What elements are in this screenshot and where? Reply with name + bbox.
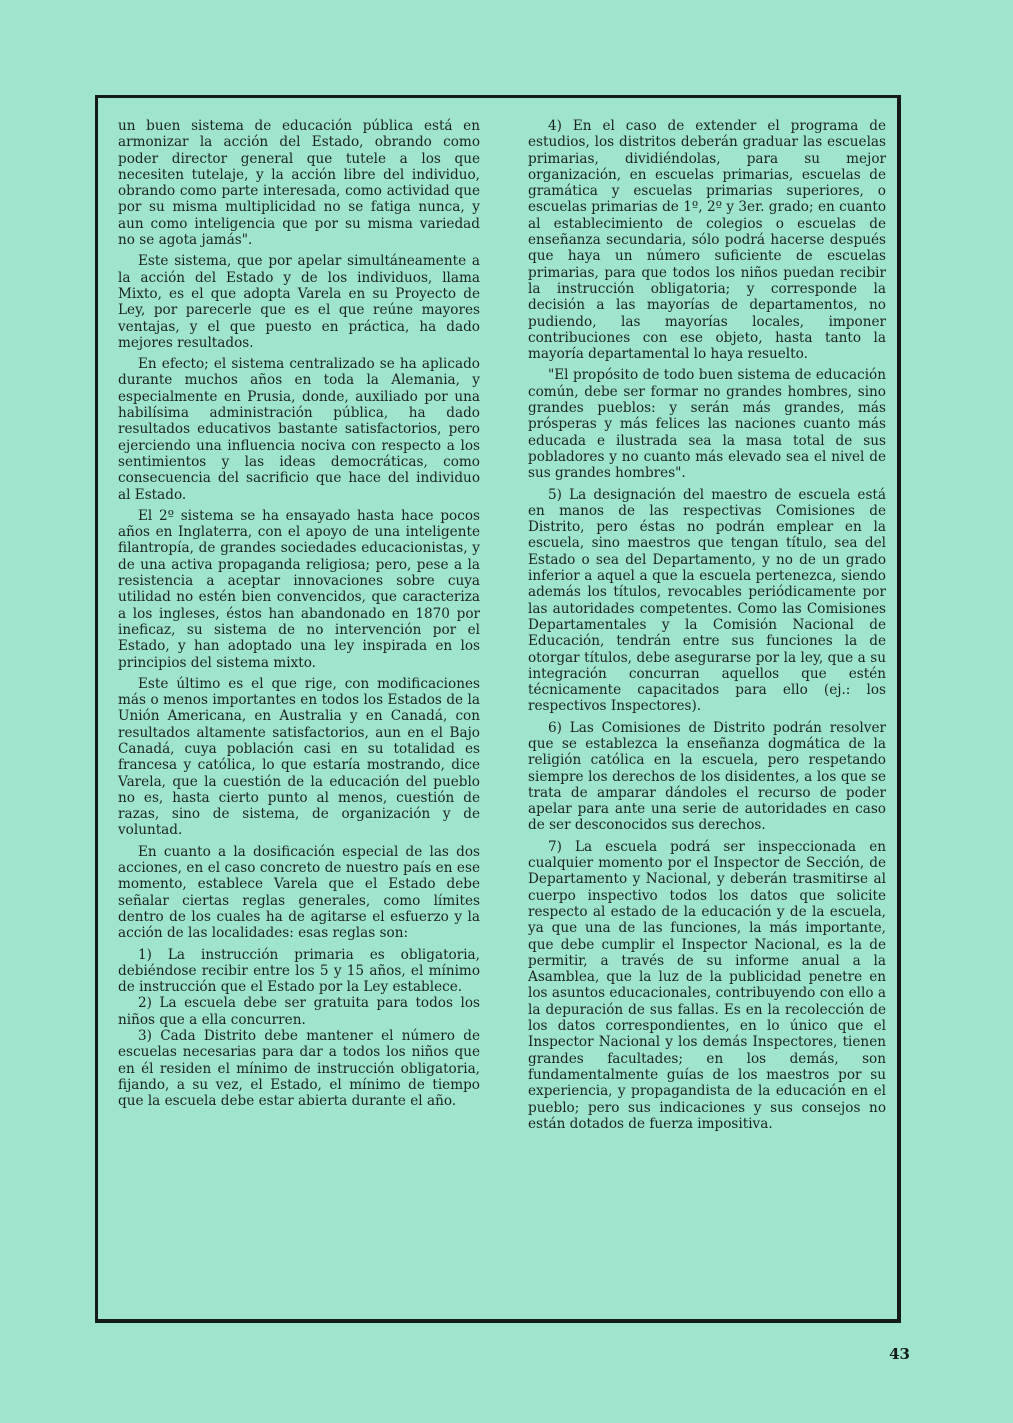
paragraph: Este sistema, que por apelar simultáneamente a la acción del Estado y de los individuos, llama Mixto, es el que adopta Varela en su Proyecto de Ley, por parecerle que es el que reúne mayores ventajas, y el que puesto en práctica, ha dado mejores resultados. bbox=[118, 253, 480, 351]
rule-item-3: 3) Cada Distrito debe mantener el número de escuelas necesarias para dar a todos los niños que en él residen el mínimo de instrucción obligatoria, fijando, a su vez, el Estado, el mínimo de tiempo que la escuela debe estar abierta durante el año. bbox=[118, 1028, 480, 1110]
paragraph-quote: "El propósito de todo buen sistema de educación común, debe ser formar no grandes hombres, sino grandes pueblos: y serán más grandes, más prósperas y más felices las naciones cuanto más educada e ilustrada sea la masa total de sus pobladores y no cuanto más elevado sea el nivel de sus grandes hombres". bbox=[528, 367, 886, 482]
rule-item-6: 6) Las Comisiones de Distrito podrán resolver que se establezca la enseñanza dogmática de la religión católica en la escuela, pero respetando siempre los derechos de los disidentes, a los que se trata de amparar dándoles el recurso de poder apelar para ante una serie de autoridades en caso de ser desconocidos sus derechos. bbox=[528, 719, 886, 834]
right-column bbox=[528, 118, 886, 1137]
rule-item-1: 1) La instrucción primaria es obligatoria, debiéndose recibir entre los 5 y 15 años, el mínimo de instrucción que el Estado por la Ley establece. bbox=[118, 946, 480, 996]
paragraph: En cuanto a la dosificación especial de las dos acciones, en el caso concreto de nuestro país en ese momento, establece Varela que el Estado debe señalar ciertas reglas generales, como límites dentro de los cuales ha de agitarse el esfuerzo y la acción de las localidades: esas reglas son: bbox=[118, 843, 480, 942]
left-column bbox=[118, 118, 480, 1110]
paragraph: Este último es el que rige, con modificaciones más o menos importantes en todos los Estados de la Unión Americana, en Australia y en Canadá, con resultados altamente satisfactorios, aun en el Bajo Canadá, cuya población casi en su totalidad es francesa y católica, lo que estaría mostrando, dice Varela, que la cuestión de la educación del pueblo no es, hasta cierto punto al menos, cuestión de razas, sino de sistema, de organización y de voluntad. bbox=[118, 675, 480, 839]
rule-item-5: 5) La designación del maestro de escuela está en manos de las respectivas Comisiones de Distrito, pero éstas no podrán emplear en la escuela, sino maestros que tengan título, sea del Estado o sea del Departamento, y no de un grado inferior a aquel a que la escuela pertenezca, siendo además los títulos, revocables periódicamente por las autoridades competentes. Como las Comisiones Departamentales y la Comisión Nacional de Educación, tendrán entre sus funciones la de otorgar títulos, debe asegurarse por la ley, que a su integración concurran aquellos que estén técnicamente capacitados para ello (ej.: los respectivos Inspectores). bbox=[528, 486, 886, 715]
page-number: 43 bbox=[889, 1345, 910, 1363]
rule-item-2: 2) La escuela debe ser gratuita para todos los niños que a ella concurren. bbox=[118, 995, 480, 1028]
rule-item-4: 4) En el caso de extender el programa de estudios, los distritos deberán graduar las escuelas primarias, dividiéndolas, para su mejor organización, en escuelas primarias, escuelas de gramática y escuelas primarias superiores, o escuelas primarias de 1º, 2º y 3er. grado; en cuanto al establecimiento de colegios o escuelas de enseñanza secundaria, sólo podrá hacerse después que haya un número suficiente de escuelas primarias, para que todos los niños puedan recibir la instrucción obligatoria; y corresponde la decisión a las mayorías de departamentos, no pudiendo, las mayorías locales, imponer contribuciones con ese objeto, hasta tanto la mayoría departamental lo haya resuelto. bbox=[528, 118, 886, 363]
paragraph: En efecto; el sistema centralizado se ha aplicado durante muchos años en toda la Alemania, y especialmente en Prusia, donde, auxiliado por una habilísima administración pública, ha dado resultados educativos bastante satisfactorios, pero ejerciendo una influencia nociva con respecto a los sentimientos y las ideas democráticas, como consecuencia del sacrificio que hace del individuo al Estado. bbox=[118, 356, 480, 503]
paragraph: un buen sistema de educación pública está en armonizar la acción del Estado, obrando como poder director general que tutele a los que necesiten tutelaje, y la acción libre del individuo, obrando como parte interesada, como actividad que por su misma multiplicidad no se fatiga nunca, y aun como inteligencia que por su misma variedad no se agota jamás". bbox=[118, 118, 480, 249]
rule-item-7: 7) La escuela podrá ser inspeccionada en cualquier momento por el Inspector de Sección, de Departamento y Nacional, y deberán trasmitirse al cuerpo inspectivo todos los datos que solicite respecto al estado de la educación y de la escuela, ya que una de las funciones, la más importante, que debe cumplir el Inspector Nacional, es la de permitir, a través de su informe anual a la Asamblea, que la luz de la publicidad penetre en los asuntos educacionales, contribuyendo con ello a la depuración de sus fallas. Es en la recolección de los datos correspondientes, en lo único que el Inspector Nacional y los demás Inspectores, tienen grandes facultades; en los demás, son fundamentalmente guías de los maestros por su experiencia, y propagandista de la educación en el pueblo; pero sus indicaciones y sus consejos no están dotados de fuerza impositiva. bbox=[528, 838, 886, 1132]
paragraph: El 2º sistema se ha ensayado hasta hace pocos años en Inglaterra, con el apoyo de una inteligente filantropía, de grandes sociedades educacionistas, y de una activa propaganda religiosa; pero, pese a la resistencia a aceptar innovaciones sobre cuya utilidad no estén bien convencidos, que caracteriza a los ingleses, éstos han abandonado en 1870 por ineficaz, su sistema de no intervención por el Estado, y han adoptado una ley inspirada en los principios del sistema mixto. bbox=[118, 507, 480, 671]
